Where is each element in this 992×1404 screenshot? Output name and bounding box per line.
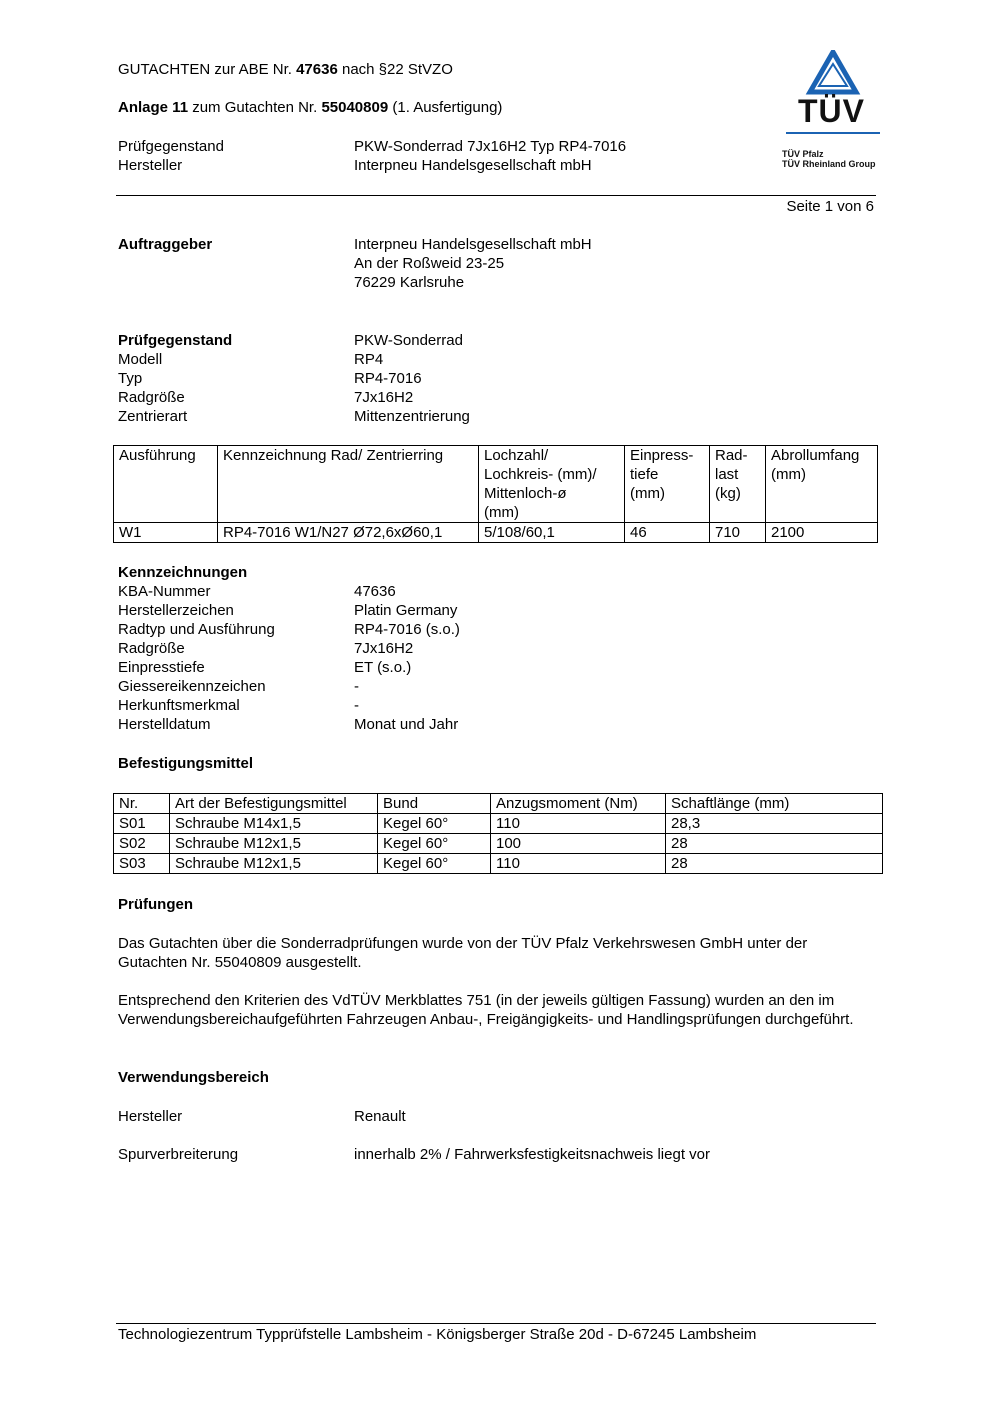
gutachten-number: 55040809 xyxy=(321,99,389,116)
table-row xyxy=(114,523,878,543)
table-row: S02 Schraube M12x1,5 Kegel 60° 100 28 xyxy=(114,834,883,854)
table-header-cell: Kennzeichnung Rad/ Zentrierring xyxy=(218,446,479,523)
header-divider xyxy=(116,195,876,196)
table-cell: 710 xyxy=(710,523,766,543)
kennzeichnungen-heading: Kennzeichnungen xyxy=(118,564,248,581)
auftraggeber-address: Interpneu Handelsgesellschaft mbH An der Roßweid 23-25 76229 Karlsruhe xyxy=(354,236,592,291)
table-header-cell: Abrollumfang (mm) xyxy=(766,446,878,523)
anlage-mid: zum Gutachten Nr. xyxy=(188,99,322,116)
table-cell: 5/108/60,1 xyxy=(479,523,625,543)
tuv-group: TÜV Rheinland Group xyxy=(782,159,876,169)
table-cell: 46 xyxy=(625,523,710,543)
pruefungen-paragraph-2: Entsprechend den Kriterien des VdTÜV Merkblattes 751 (in der jeweils gültigen Fassung) wurden an den im Verwendungsbereichaufgeführten Fahrzeugen Anbau-, Freigängigkeits- und Handlingsprüfungen durchgeführt. xyxy=(118,992,854,1028)
anlage-line xyxy=(118,98,502,117)
table-header-cell: Bund xyxy=(378,794,491,814)
table-header-row xyxy=(114,446,878,523)
table-header-cell: Nr. xyxy=(114,794,170,814)
anlage-label: Anlage 11 xyxy=(118,99,189,116)
table-header-cell: Ausführung xyxy=(114,446,218,523)
table-header-cell: Art der Befestigungsmittel xyxy=(170,794,378,814)
befestigung-heading: Befestigungsmittel xyxy=(118,755,254,772)
table-header-cell: Schaftlänge (mm) xyxy=(666,794,883,814)
footer-divider xyxy=(116,1323,876,1324)
verwendungsbereich-heading: Verwendungsbereich xyxy=(118,1069,269,1086)
tuv-logo xyxy=(778,50,888,170)
table-cell: W1 xyxy=(114,523,218,543)
table-header-cell: Einpress- tiefe (mm) xyxy=(625,446,710,523)
table-cell: RP4-7016 W1/N27 Ø72,6xØ60,1 xyxy=(218,523,479,543)
footer-address: Technologiezentrum Typprüfstelle Lambsheim - Königsberger Straße 20d - D-67245 Lambsheim xyxy=(118,1326,757,1343)
table-header-cell: Anzugsmoment (Nm) xyxy=(491,794,666,814)
befestigung-table xyxy=(113,793,883,874)
auftraggeber-label: Auftraggeber xyxy=(118,236,213,253)
report-title xyxy=(118,60,453,79)
tuv-brand: TÜV xyxy=(798,93,865,129)
abe-number: 47636 xyxy=(296,61,338,78)
pruefungen-paragraph-1: Das Gutachten über die Sonderradprüfungen wurde von der TÜV Pfalz Verkehrswesen GmbH unter der Gutachten Nr. 55040809 ausgestellt. xyxy=(118,935,808,971)
pruefungen-heading: Prüfungen xyxy=(118,896,193,913)
title-suffix: nach §22 StVZO xyxy=(337,61,453,78)
table-row: S01 Schraube M14x1,5 Kegel 60° 110 28,3 xyxy=(114,814,883,834)
tuv-pfalz: TÜV Pfalz xyxy=(782,149,824,159)
table-header-cell: Rad- last (kg) xyxy=(710,446,766,523)
page-number: Seite 1 von 6 xyxy=(786,198,874,215)
table-header-row xyxy=(114,794,883,814)
table-header-cell: Lochzahl/ Lochkreis- (mm)/ Mittenloch-ø (mm) xyxy=(479,446,625,523)
anlage-suffix: (1. Ausfertigung) xyxy=(388,99,503,116)
wheel-table xyxy=(113,445,878,543)
title-prefix: GUTACHTEN zur ABE Nr. xyxy=(118,61,297,78)
table-row: S03 Schraube M12x1,5 Kegel 60° 110 28 xyxy=(114,854,883,874)
table-cell: 2100 xyxy=(766,523,878,543)
